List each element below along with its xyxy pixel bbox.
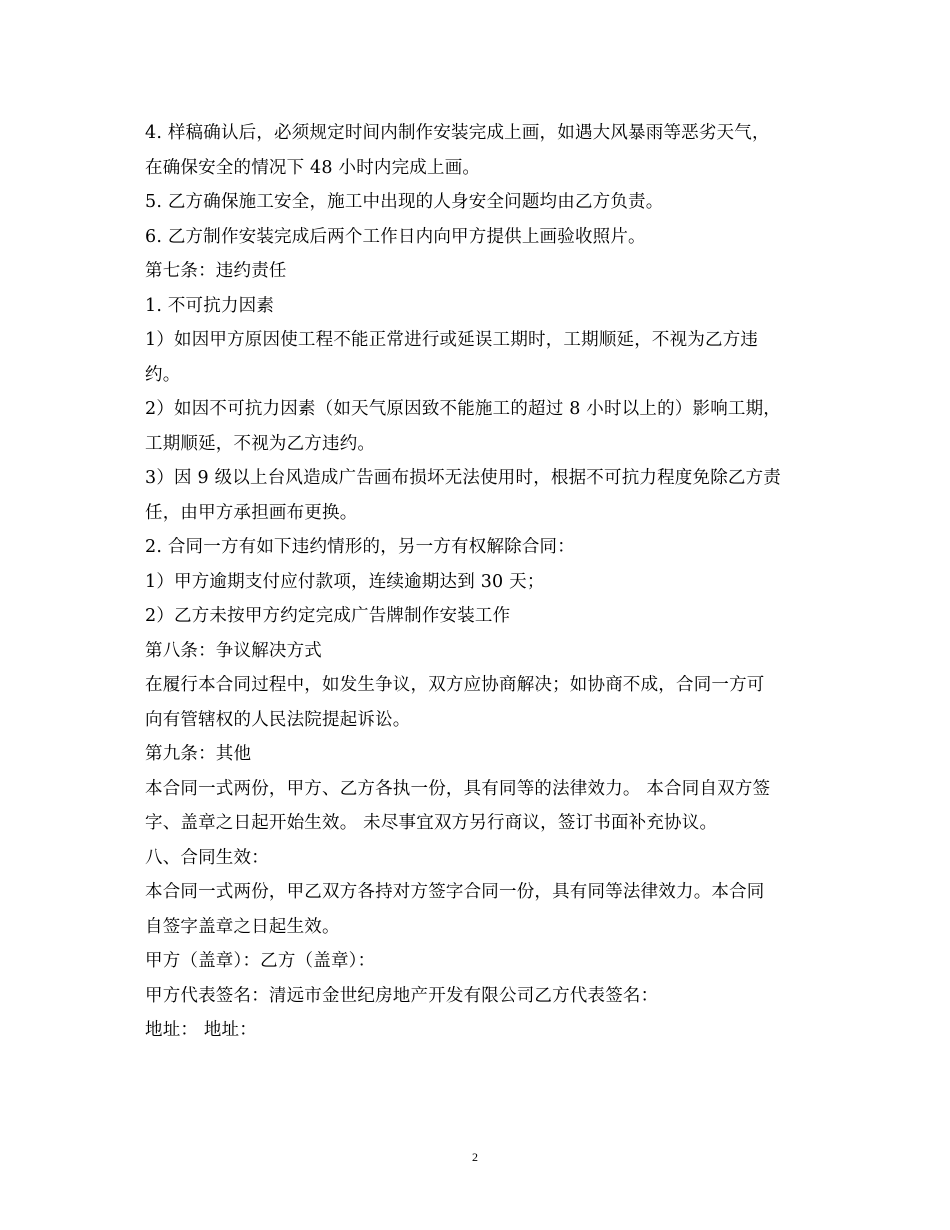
section-heading: 第七条：违约责任 [145,261,287,281]
text-line: 2）乙方未按甲方约定完成广告牌制作安装工作 [145,606,511,626]
text-line: 在履行本合同过程中，如发生争议，双方应协商解决；如协商不成，合同一方可 [145,675,765,695]
signature-line: 甲方（盖章）：乙方（盖章）： [145,951,376,971]
text-line: 5. 乙方确保施工安全，施工中出现的人身安全问题均由乙方负责。 [145,192,664,212]
text-line: 任，由甲方承担画布更换。 [145,502,358,523]
text-line: 本合同一式两份，甲乙双方各持对方签字合同一份，具有同等法律效力。本合同 [145,882,765,902]
text-line: 1）甲方逾期支付应付款项，连续逾期达到 30 天； [145,571,545,592]
text-line: 4. 样稿确认后，必须规定时间内制作安装完成上画，如遇大风暴雨等恶劣天气， [145,123,770,143]
text-line: 1. 不可抗力因素 [145,295,275,316]
text-line: 向有管辖权的人民法院提起诉讼。 [145,709,411,730]
text-line: 工期顺延，不视为乙方违约。 [145,433,376,454]
text-line: 1）如因甲方原因使工程不能正常进行或延误工期时，工期顺延，不视为乙方违 [145,330,759,350]
page-number: 2 [472,1150,478,1164]
text-line: 约。 [145,364,181,385]
text-line: 2）如因不可抗力因素（如天气原因致不能施工的超过 8 小时以上的）影响工期， [145,399,781,419]
text-line: 3）因 9 级以上台风造成广告画布损坏无法使用时，根据不可抗力程度免除乙方责 [145,468,781,488]
text-line: 在确保安全的情况下 48 小时内完成上画。 [145,157,481,178]
text-line: 2. 合同一方有如下违约情形的，另一方有权解除合同： [145,537,575,557]
address-line: 地址： 地址： [145,1020,257,1040]
section-heading: 第八条：争议解决方式 [145,640,322,661]
text-line: 本合同一式两份，甲方、乙方各执一份，具有同等的法律效力。 本合同自双方签 [145,778,771,799]
signature-line: 甲方代表签名：清远市金世纪房地产开发有限公司乙方代表签名： [145,985,659,1006]
text-line: 字、盖章之日起开始生效。 未尽事宜双方另行商议，签订书面补充协议。 [145,813,718,833]
document-body [145,116,810,1048]
section-heading: 第九条：其他 [145,744,252,764]
section-heading: 八、合同生效： [145,847,269,868]
text-line: 自签字盖章之日起生效。 [145,916,340,937]
text-line: 6. 乙方制作安装完成后两个工作日内向甲方提供上画验收照片。 [145,226,646,247]
